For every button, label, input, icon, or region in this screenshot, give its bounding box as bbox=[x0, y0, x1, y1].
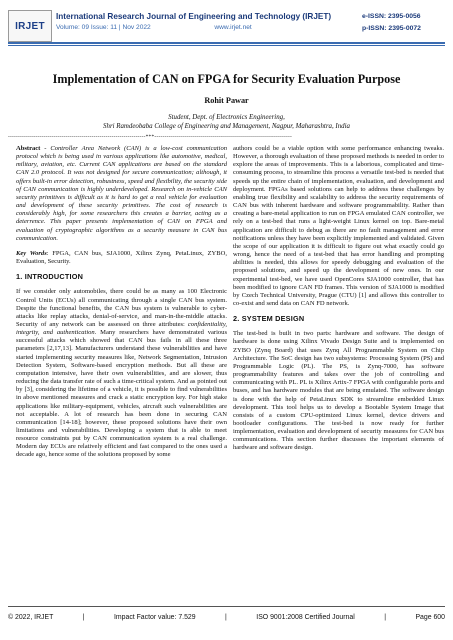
left-column bbox=[16, 145, 227, 467]
footer-copyright: © 2022, IRJET bbox=[8, 614, 54, 621]
intro-emphasis: confidentiality, integrity, and authentication bbox=[16, 320, 227, 337]
abstract-text: - Controller Area Network (CAN) is a low-cost communication protocol which is being used in various applications like automotive, medical, military, aviation, etc. Current CAN applications are based on the standard CAN 2.0 protocol. It was not designed for secure communication; although, it offers built-in error detection, robustness, speed and flexibility, the security side of CAN communication is highly underdeveloped. Research on in-vehicle CAN security primitives is difficult as it is hard to get a real vehicle for evaluation and development of these security primitives. The cost of research is considerably high, for some researchers this creates a barrier, acting as a deterrence. This paper presents implementation of CAN on FPGA and evaluation of cryptographic algorithms as a security measure in CAN bus communication. bbox=[16, 145, 227, 242]
system-design-paragraph: The test-bed is built in two parts: hardware and software. The design of hardware is done using Xilinx Vivado Design Suite and is implemented on ZYBO (Zynq Board) that uses Zynq All Programmable System on Chip Architecture. The SoC design has two subsystems: Processing System (PS) and Programmable Logic (PL). The PS, is Zynq-7000, has software programmability features and takes over the job of controlling and communicating with PL. PL is Xilinx Artix-7 FPGA with configurable ports and buses, and has hardware modules that are being emulated. The software design is done with the help of PetaLinux SDK to streamline embedded Linux development. This tool helps us to develop a Bootable System Image that consists of a custom CPU-optimized Linux kernel, device drivers and bootloader configurations. The test-bed is now ready for further implementation, evaluation and development of security measures for CAN bus communications. This section further discusses the important elements of hardware and software design. bbox=[233, 330, 444, 452]
p-issn: p-ISSN: 2395-0072 bbox=[362, 25, 421, 32]
footer-iso-certification: ISO 9001:2008 Certified Journal bbox=[256, 614, 355, 621]
right-column bbox=[233, 145, 444, 460]
section-divider: ---------------------------------------------------------------------***--------------------------------------------------------------------- bbox=[8, 134, 293, 140]
keywords-label: Key Words bbox=[16, 249, 47, 257]
paper-title: Implementation of CAN on FPGA for Security Evaluation Purpose bbox=[52, 72, 401, 86]
keywords bbox=[16, 250, 227, 266]
intro-text-part: If we consider only automobiles, there could be as many as 100 Electronic Control Units (ECUs) all communicating through a single CAN bus system. Despite the functional benefits, the CAN bus system is vulnerable to cyber-attacks like replay attacks, denial-of-service, and man-in-the-middle attacks. Security of any network can be assessed on three attributes: bbox=[16, 288, 227, 328]
journal-title: International Research Journal of Engineering and Technology (IRJET) bbox=[56, 12, 332, 21]
volume-issue: Volume: 09 Issue: 11 | Nov 2022 bbox=[56, 24, 151, 31]
header-rule-thin bbox=[8, 45, 445, 46]
journal-header bbox=[0, 0, 453, 58]
footer-separator: | bbox=[82, 614, 85, 621]
journal-logo: IRJET bbox=[8, 10, 52, 42]
e-issn: e-ISSN: 2395-0056 bbox=[362, 13, 421, 20]
introduction-paragraph bbox=[16, 288, 227, 459]
abstract bbox=[16, 145, 227, 243]
footer-rule bbox=[8, 606, 445, 607]
introduction-continued: authors could be a viable option with some performance enhancing tweaks. However, a thorough evaluation of these proposed methods is needed in order to explore the areas of improvements. This is a laborious, complicated and time-consuming process, to streamline this process a versatile test-bed is needed that speeds up the entire chain of implementation, evaluation, and development and deployment. FPGAs based solutions can help to address these challenges by enabling true flexibility and scalability to address the security requirements of CAN bus with inherent hardware and software programmability. Rather than creating a bare-metal application to run on FPGA emulated CAN controller, we rely on a test-bed that runs a light-weight Linux kernel on top. Bare-metal application are difficult to debug as there are no fault management and error notifications unless they have been explicitly implemented and validated. Given the scope of our application it is difficult to figure out what exactly could go wrong, hence the need of a test-bed that has error handling and prompting abilities is needed, this allows for speedy debugging and evaluation of the proposed solutions, and speed up the development of new ones. In our experimental test-bed, we have used OpenCores SJA1000 controller, that has been modified to ignore CAN FD frames. This version of SJA1000 is modified by Czech Technical University, Prague (CTU) [1] and allows this controller to co-exist and send data on CAN FD network. bbox=[233, 145, 444, 307]
author-name: Rohit Pawar bbox=[204, 96, 249, 105]
introduction-heading: 1. INTRODUCTION bbox=[16, 272, 84, 282]
abstract-label: Abstract bbox=[16, 145, 41, 152]
footer-impact-factor: Impact Factor value: 7.529 bbox=[114, 614, 196, 621]
journal-website: www.irjet.net bbox=[214, 24, 252, 31]
footer-page-number: Page 600 bbox=[415, 614, 445, 621]
journal-volume-line bbox=[56, 24, 356, 31]
affiliation-department: Student, Dept. of Electronics Engineering, bbox=[168, 114, 285, 121]
page-footer bbox=[8, 614, 445, 621]
keywords-text: : FPGA, CAN bus, SJA1000, Xilinx Zynq, PetaLinux, ZYBO, Evaluation, Security. bbox=[16, 249, 227, 266]
intro-text-part: . Many researchers have demonstrated various successful attacks which showed that CAN bus fails in all these three parameters [2,17,13]. Manufacturers understand these vulnerabilities and have started implementing security measures like, Network Segmentation, Intrusion Detection System, Software-based encryption methods. But all these are computation intensive, have their own vulnerabilities, and are slower, thus reducing the data transfer rate of such a time-critical system. And as pointed out by [3], considering the lifetime of a vehicle, it is possible to find vulnerabilities in above mentioned measures and crack a static encryption key. For high stake applications like military-equipment, vehicles, aircraft such vulnerabilities are not acceptable. A lot of research has been done in securing CAN communication [14-18]; however, these proposed solutions have their own limitations and vulnerabilities. Developing a system that is able to meet resource constraints put by CAN communication system is a real challenge. Modern day ECUs are relatively efficient and fast compared to the ones used a decade ago, hence some of the solutions proposed by some bbox=[16, 329, 228, 459]
system-design-heading: 2. SYSTEM DESIGN bbox=[233, 314, 305, 324]
header-rule bbox=[8, 42, 445, 44]
footer-separator: | bbox=[225, 614, 227, 621]
affiliation-institution: Shri Ramdeobaba College of Engineering and Management, Nagpur, Maharashtra, India bbox=[103, 123, 350, 130]
footer-separator: | bbox=[384, 614, 386, 621]
